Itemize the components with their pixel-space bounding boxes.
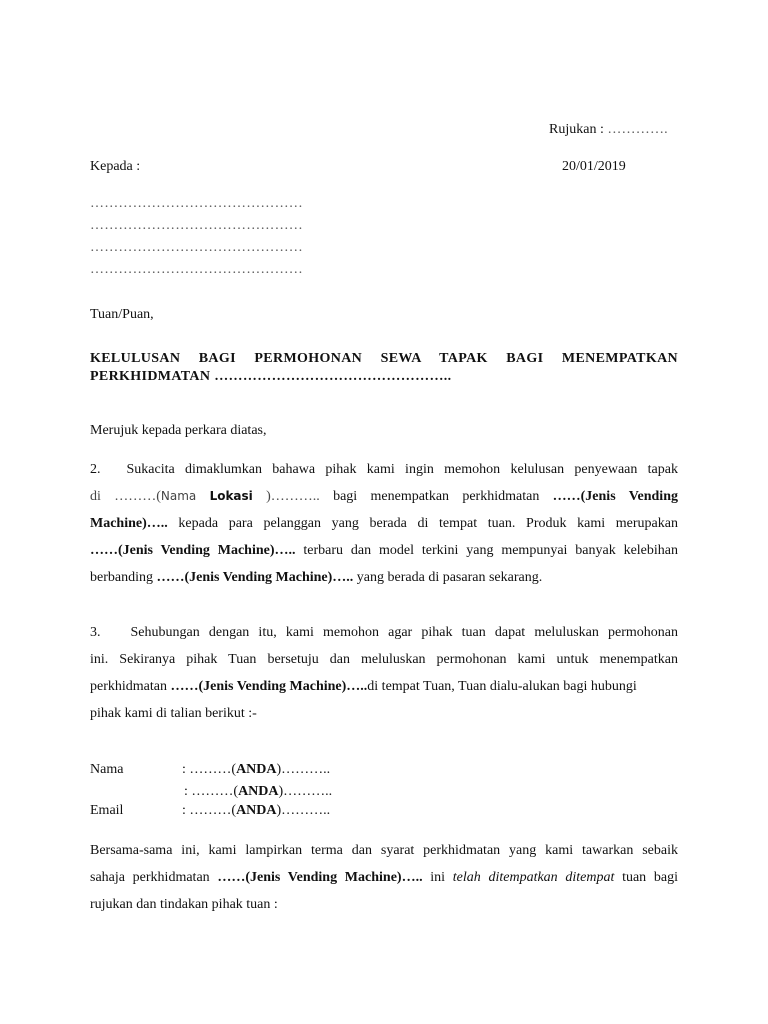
closing-line-2: sahaja perkhidmatan ……(Jenis Vending Machine)….. ini telah ditempatkan ditempat tuan bagi: [90, 870, 678, 885]
para2-line-1: 2. Sukacita dimaklumkan bahawa pihak kami ingin memohon kelulusan penyewaan tapak: [90, 462, 678, 477]
para3-line-1: 3. Sehubungan dengan itu, kami memohon agar pihak tuan dapat meluluskan permohonan: [90, 625, 678, 640]
rujukan-label: Rujukan :: [549, 122, 604, 137]
address-line-1: ………………………………………: [90, 196, 303, 211]
rujukan-value: ………….: [607, 122, 668, 137]
kepada-label: Kepada :: [90, 159, 141, 174]
intro-text: Merujuk kepada perkara diatas,: [90, 423, 267, 438]
para3-line-3: perkhidmatan ……(Jenis Vending Machine)…..di tempat Tuan, Tuan dialu-alukan bagi hubungi: [90, 679, 637, 694]
contact-label-email: Email: [90, 803, 124, 818]
para3-line-4: pihak kami di talian berikut :-: [90, 706, 257, 721]
closing-line-3: rujukan dan tindakan pihak tuan :: [90, 897, 278, 912]
para2-line-4: ……(Jenis Vending Machine)….. terbaru dan model terkini yang mempunyai banyak kelebihan: [90, 543, 678, 558]
para3-line-2: ini. Sekiranya pihak Tuan bersetuju dan meluluskan permohonan kami untuk menempatkan: [90, 652, 678, 667]
rujukan-line: [549, 121, 668, 139]
para2-line-3: Machine)….. kepada para pelanggan yang berada di tempat tuan. Produk kami merupakan: [90, 516, 678, 531]
letter-date: 20/01/2019: [562, 159, 626, 174]
closing-line-1: Bersama-sama ini, kami lampirkan terma dan syarat perkhidmatan yang kami tawarkan sebaik: [90, 843, 678, 858]
address-line-4: ………………………………………: [90, 262, 303, 277]
para2-number: 2.: [90, 462, 101, 477]
para2-line-5: berbanding ……(Jenis Vending Machine)….. yang berada di pasaran sekarang.: [90, 570, 543, 585]
contact-value-email: : ………(ANDA)………..: [182, 803, 331, 818]
subject-line-2: PERKHIDMATAN …………………………………………..: [90, 369, 452, 384]
contact-value-nama: : ………(ANDA)………..: [182, 762, 331, 777]
contact-label-nama: Nama: [90, 762, 124, 777]
closing-paragraph: [90, 837, 678, 918]
salutation: Tuan/Puan,: [90, 307, 154, 322]
address-line-3: ………………………………………: [90, 240, 303, 255]
subject-heading: [90, 350, 678, 386]
para3-number: 3.: [90, 625, 101, 640]
subject-line-1: KELULUSAN BAGI PERMOHONAN SEWA TAPAK BAGI MENEMPATKAN: [90, 351, 678, 366]
paragraph-2: [90, 456, 678, 591]
paragraph-3: [90, 619, 678, 727]
address-line-2: ………………………………………: [90, 218, 303, 233]
para2-line-2: di ………(Nama Lokasi )……….. bagi menempatkan perkhidmatan ……(Jenis Vending: [90, 489, 678, 504]
contact-value-2: : ………(ANDA)………..: [184, 784, 333, 799]
